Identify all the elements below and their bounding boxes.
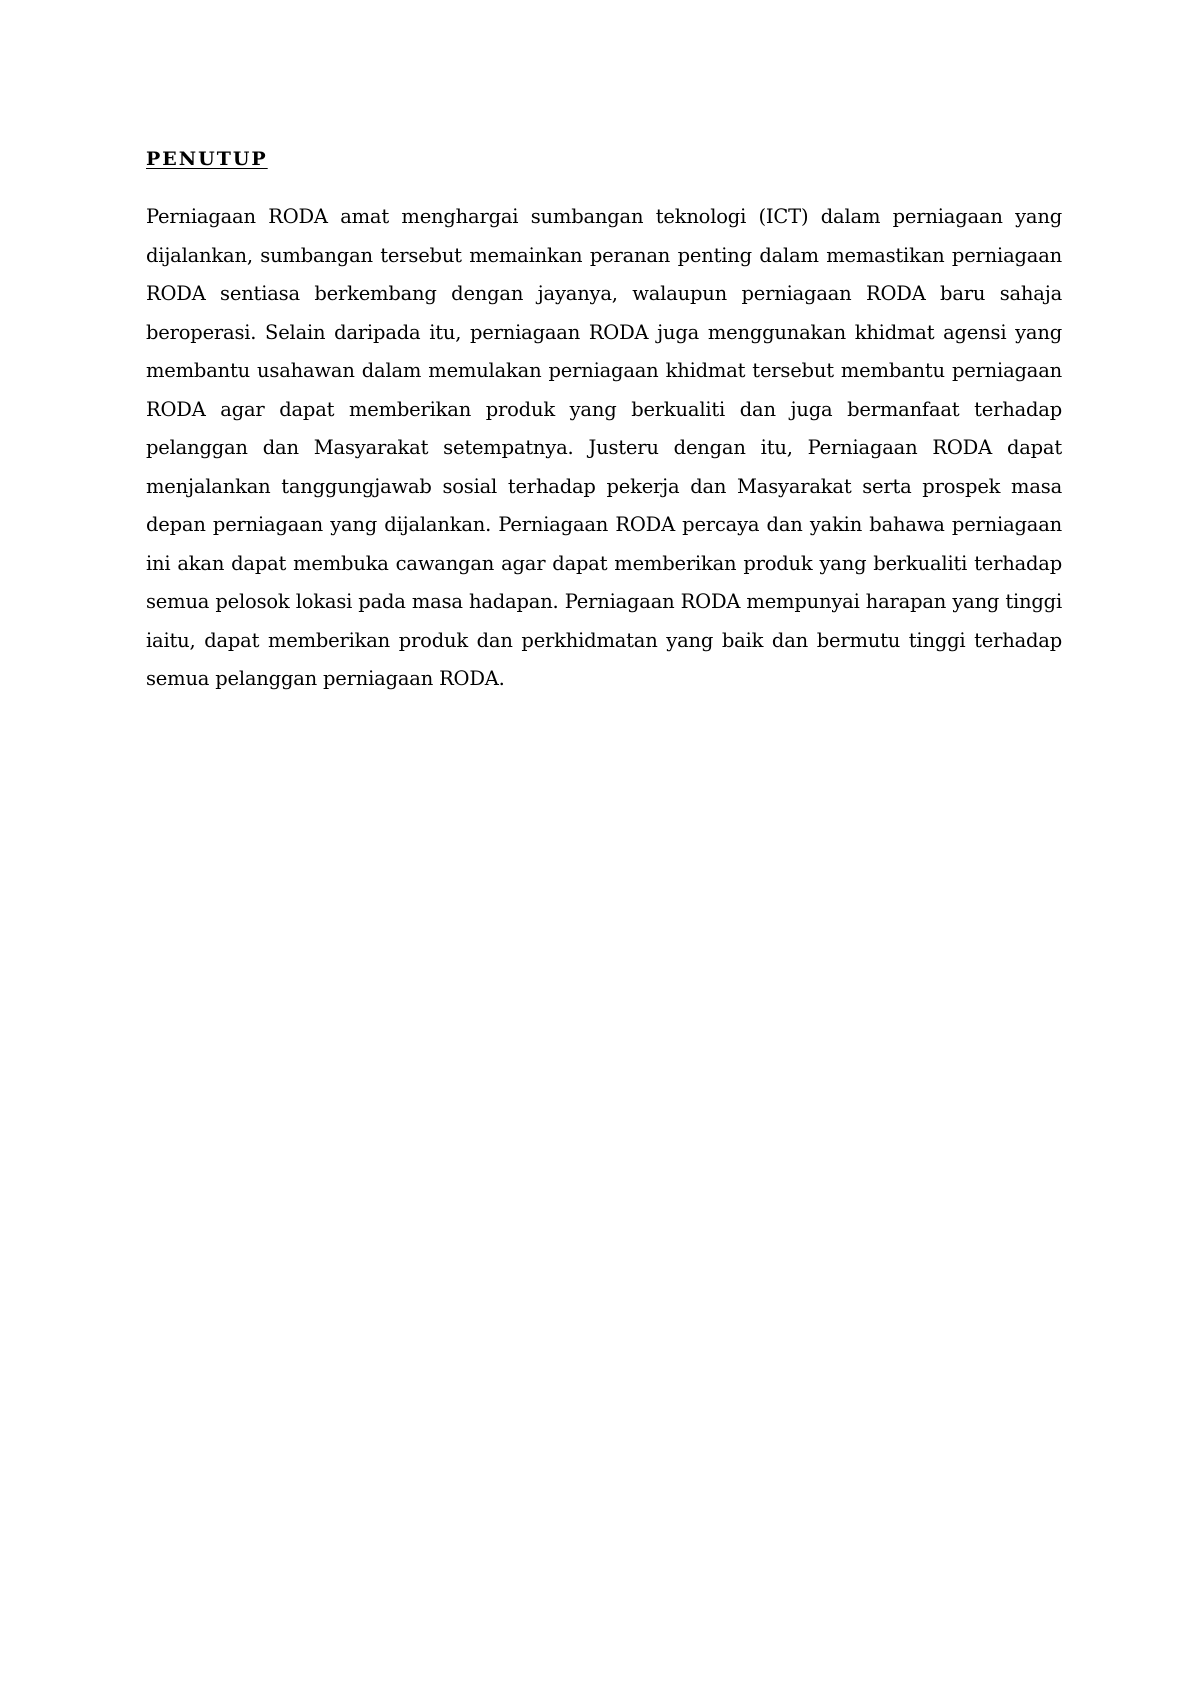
body-paragraph: Perniagaan RODA amat menghargai sumbangan teknologi (ICT) dalam perniagaan yang dijalankan, sumbangan tersebut memainkan peranan penting dalam memastikan perniagaan RODA sentiasa berkembang dengan jayanya, walaupun perniagaan RODA baru sahaja beroperasi. Selain daripada itu, perniagaan RODA juga menggunakan khidmat agensi yang membantu usahawan dalam memulakan perniagaan khidmat tersebut membantu perniagaan RODA agar dapat memberikan produk yang berkualiti dan juga bermanfaat terhadap pelanggan dan Masyarakat setempatnya. Justeru dengan itu, Perniagaan RODA dapat menjalankan tanggungjawab sosial terhadap pekerja dan Masyarakat serta prospek masa depan perniagaan yang dijalankan. Perniagaan RODA percaya dan yakin bahawa perniagaan ini akan dapat membuka cawangan agar dapat memberikan produk yang berkualiti terhadap semua pelosok lokasi pada masa hadapan. Perniagaan RODA mempunyai harapan yang tinggi iaitu, dapat memberikan produk dan perkhidmatan yang baik dan bermutu tinggi terhadap semua pelanggan perniagaan RODA.	[146, 205, 1062, 690]
section-heading: PENUTUP	[146, 148, 268, 170]
